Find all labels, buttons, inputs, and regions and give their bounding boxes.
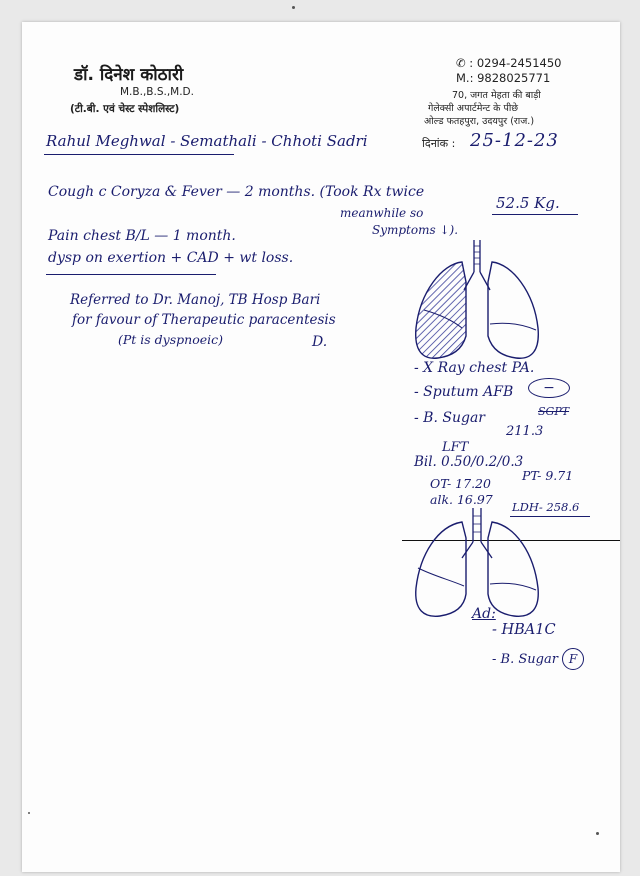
weight-value: 52.5 Kg. xyxy=(496,194,560,212)
scan-dot xyxy=(292,6,295,9)
sugar-struck-text: SGPT xyxy=(538,405,570,418)
scan-dot xyxy=(596,832,599,835)
mobile-number: M.: 9828025771 xyxy=(456,71,551,85)
complaint-line: Cough c Coryza & Fever — 2 months. (Took Rx twice xyxy=(48,184,425,200)
investigation-xray: - X Ray chest PA. xyxy=(414,360,535,376)
meanwhile-text: meanwhile so xyxy=(340,206,424,220)
lft-alkaline: alk. 16.97 xyxy=(430,492,493,507)
advice-bsugar: - B. Sugar xyxy=(492,652,558,667)
doctor-name: डॉ. दिनेश कोठारी xyxy=(74,65,184,85)
lft-bilirubin: Bil. 0.50/0.2/0.3 xyxy=(414,454,524,470)
patient-line: Rahul Meghwal - Semathali - Chhoti Sadri xyxy=(46,132,368,150)
referral-line-3: (Pt is dyspnoeic) xyxy=(118,332,223,347)
advice-hba1c: - HBA1C xyxy=(492,622,556,638)
sputum-result: − xyxy=(528,378,570,398)
lung-sketch-lower xyxy=(402,504,552,622)
sugar-value: 211.3 xyxy=(506,424,544,439)
referral-line-2: for favour of Therapeutic paracentesis xyxy=(72,312,336,328)
lung-sketch-upper xyxy=(402,232,552,372)
fasting-marker: F xyxy=(562,648,584,670)
pain-line: Pain chest B/L — 1 month. xyxy=(48,228,236,244)
investigation-sugar: - B. Sugar xyxy=(414,410,485,426)
address-line-3: ओल्ड फतहपुरा, उदयपुर (राज.) xyxy=(424,116,535,127)
date-label: दिनांक : xyxy=(422,137,456,150)
lft-label: LFT xyxy=(442,440,469,455)
address-line-2: गेलेक्सी अपार्टमेन्ट के पीछे xyxy=(428,103,519,114)
advice-label: Ad: xyxy=(472,606,496,622)
doctor-specialty: (टी.बी. एवं चेस्ट स्पेशलिस्ट) xyxy=(70,103,180,115)
symptoms-text: Symptoms ↓). xyxy=(372,223,459,237)
lft-pt: PT- 9.71 xyxy=(522,468,574,483)
scan-dot xyxy=(28,812,30,814)
phone-number: ✆ : 0294-2451450 xyxy=(456,56,562,70)
doctor-degrees: M.B.,B.S.,M.D. xyxy=(120,86,194,98)
prescription-sheet xyxy=(22,22,620,872)
dyspnea-line: dysp on exertion + CAD + wt loss. xyxy=(48,250,294,266)
ldh-value: LDH- 258.6 xyxy=(512,500,580,514)
date-value: 25-12-23 xyxy=(470,130,559,151)
referral-line-1: Referred to Dr. Manoj, TB Hosp Bari xyxy=(70,292,321,308)
lft-sgot: OT- 17.20 xyxy=(430,476,491,491)
investigation-sputum: - Sputum AFB xyxy=(414,384,514,400)
doctor-initial: D. xyxy=(312,334,328,350)
address-line-1: 70, जगत मेहता की बाड़ी xyxy=(452,90,541,101)
